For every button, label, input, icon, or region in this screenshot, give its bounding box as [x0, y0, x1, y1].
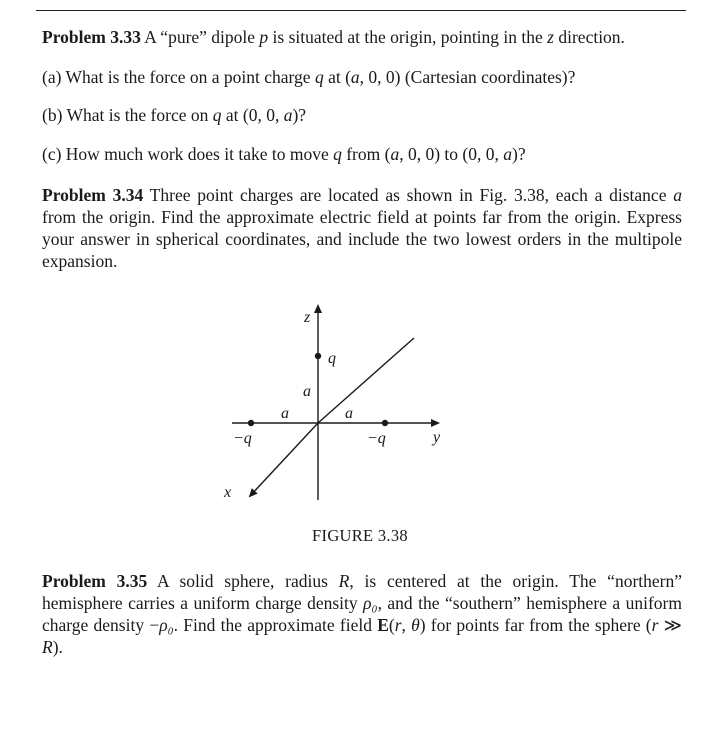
problem-3-34-label: Problem 3.34: [42, 185, 144, 205]
charge-right-dot: [382, 420, 388, 426]
figure-caption: FIGURE 3.38: [312, 526, 408, 545]
charge-left-label: −q: [233, 430, 252, 447]
charge-left-dot: [248, 420, 254, 426]
problem-3-34-statement: Problem 3.34 Three point charges are located as shown in Fig. 3.38, each a distance a from the origin. Find the approximate electric field at points far from the origin. Express your answer in spherical coordinates, and include the two lowest orders in the multipole expansion.: [42, 185, 682, 271]
top-rule: [36, 10, 686, 11]
charge-right-label: −q: [367, 430, 386, 447]
problem-3-35-statement: Problem 3.35 A solid sphere, radius R, is centered at the origin. The “northern” hemisphere carries a uniform charge density ρ₀, and the “southern” hemisphere a uniform charge density −ρ₀. Find the approximate field E(r, θ) for points far from the sphere (r ≫ R).: [42, 571, 682, 657]
distance-left-label: a: [281, 405, 289, 422]
distance-right-label: a: [345, 405, 353, 422]
z-axis-label: z: [304, 309, 311, 326]
y-axis-label: y: [433, 429, 441, 446]
problem-3-33-part-b: (b) What is the force on q at (0, 0, a)?: [42, 105, 307, 125]
charge-top-label: q: [328, 350, 336, 367]
problem-3-33-part-a: (a) What is the force on a point charge q at (a, 0, 0) (Cartesian coordinates)?: [42, 67, 576, 87]
distance-vertical-label: a: [303, 383, 311, 400]
charge-top-dot: [315, 353, 321, 359]
problem-3-35-label: Problem 3.35: [42, 571, 148, 591]
figure-3-38: [200, 290, 480, 520]
x-axis-line: [250, 423, 318, 496]
problem-3-33-part-c: (c) How much work does it take to move q from (a, 0, 0) to (0, 0, a)?: [42, 144, 526, 164]
x-axis-label: x: [224, 484, 232, 501]
problem-3-33-label: Problem 3.33: [42, 27, 141, 47]
problem-3-33-statement: Problem 3.33 A “pure” dipole p is situated at the origin, pointing in the z direction.: [42, 27, 625, 47]
